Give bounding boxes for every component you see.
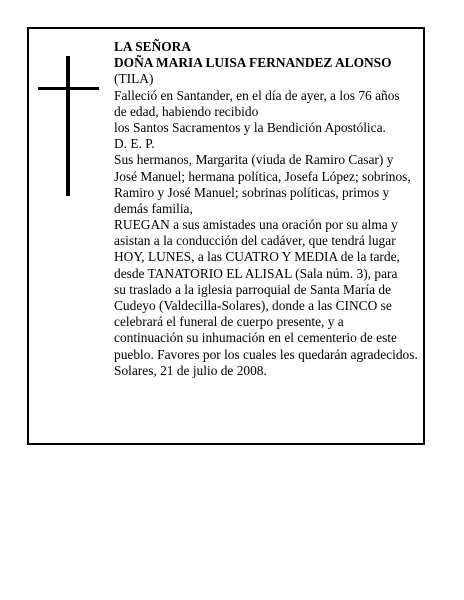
family-line: Ramiro y José Manuel; sobrinas políticas, primos y xyxy=(114,184,390,200)
request-line: HOY, LUNES, a las CUATRO Y MEDIA de la tarde, xyxy=(114,249,400,265)
request-line: Cudeyo (Valdecilla-Solares), donde a las CINCO se xyxy=(114,298,392,313)
request-line: pueblo. Favores por los cuales les quedarán agradecidos. xyxy=(114,346,418,362)
request-line: desde TANATORIO EL ALISAL (Sala núm. 3), para xyxy=(114,265,398,281)
deceased-nickname: (TILA) xyxy=(114,71,154,87)
request-line: asistan a la conducción del cadáver, que tendrá lugar xyxy=(114,233,396,249)
request-line: RUEGAN a sus amistades una oración por su alma y xyxy=(114,217,398,233)
death-line: los Santos Sacramentos y la Bendición Apostólica. xyxy=(114,119,386,135)
notice-heading: LA SEÑORA xyxy=(114,39,192,54)
cross-icon-crossbar xyxy=(38,87,99,90)
family-line: José Manuel; hermana política, Josefa López; sobrinos, xyxy=(114,168,411,184)
family-line: demás familia, xyxy=(114,200,193,216)
death-line: Falleció en Santander, en el día de ayer, a los 76 años xyxy=(114,87,400,103)
cross-icon xyxy=(66,56,70,196)
request-line: su traslado a la iglesia parroquial de Santa María de xyxy=(114,281,392,297)
deceased-name: DOÑA MARIA LUISA FERNANDEZ ALONSO xyxy=(114,55,392,71)
request-line: celebrará el funeral de cuerpo presente, y a xyxy=(114,314,344,330)
place-date: Solares, 21 de julio de 2008. xyxy=(114,362,267,378)
family-line: Sus hermanos, Margarita (viuda de Ramiro Casar) y xyxy=(114,152,394,168)
obituary-text xyxy=(114,39,430,379)
request-line: continuación su inhumación en el cementerio de este xyxy=(114,330,397,346)
rip-text: D. E. P. xyxy=(114,136,155,152)
death-line: de edad, habiendo recibido xyxy=(114,103,259,119)
